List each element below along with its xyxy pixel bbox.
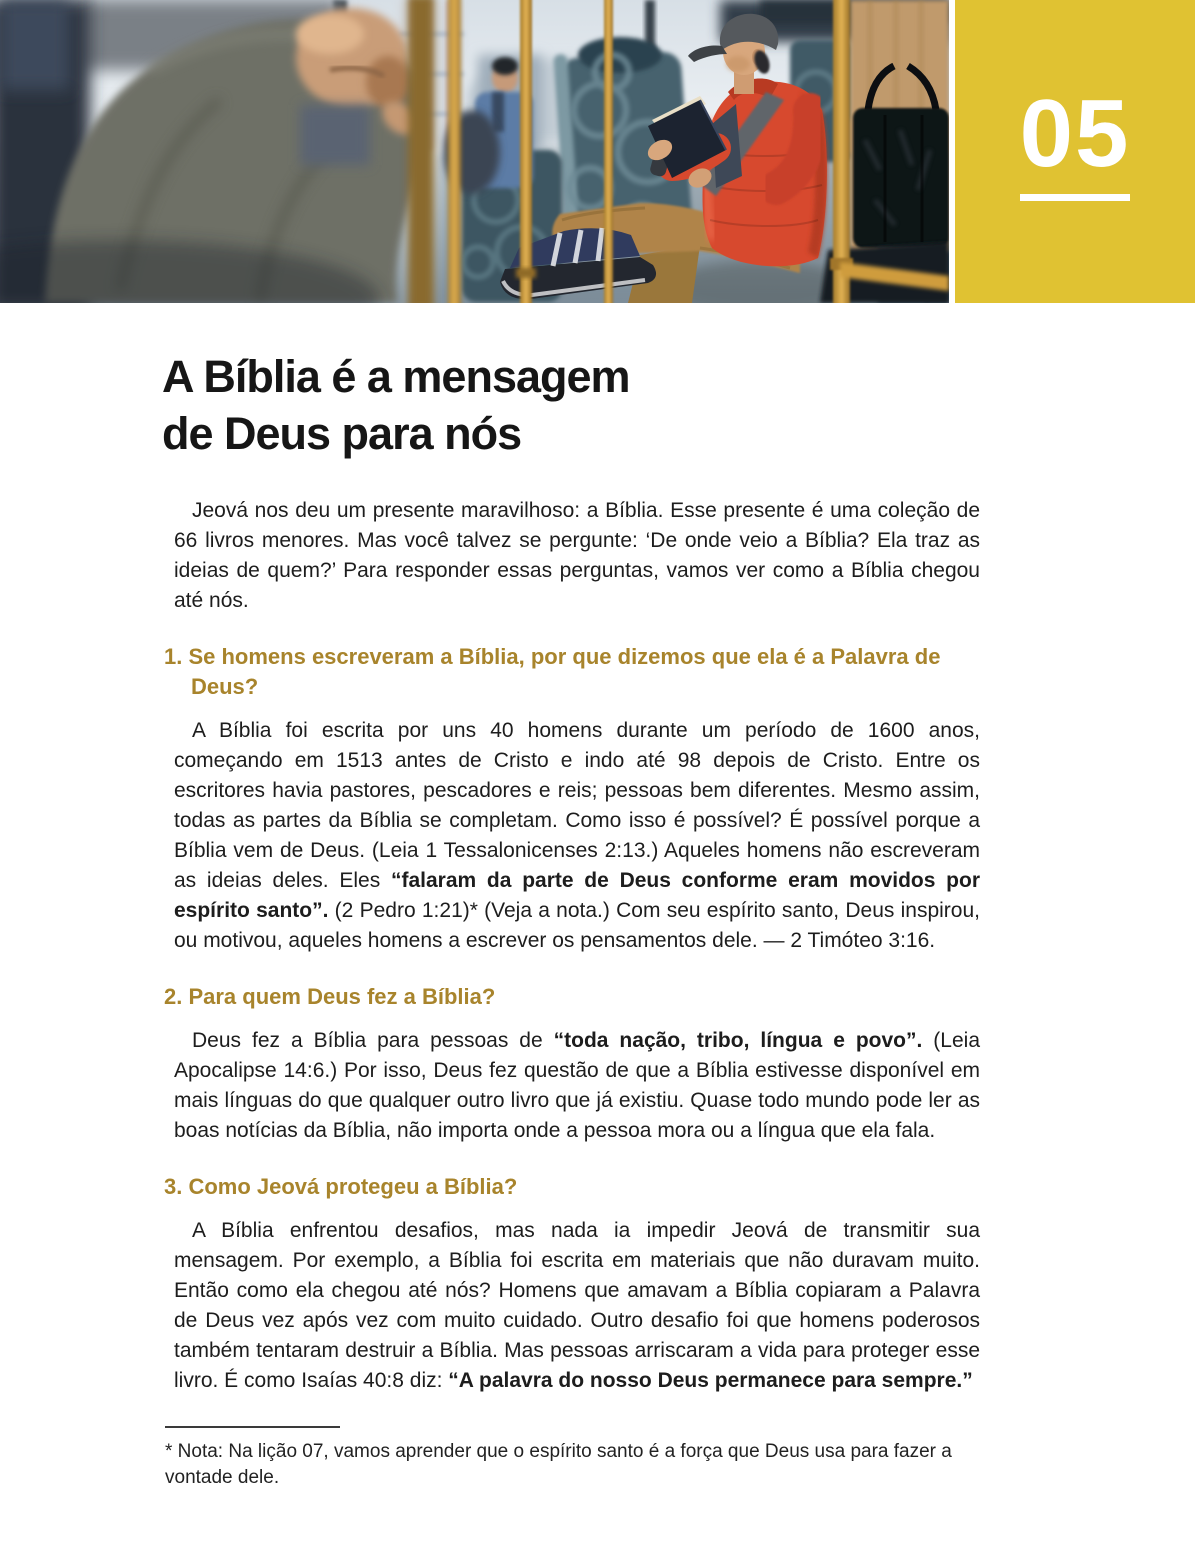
paragraph-1 bbox=[174, 716, 980, 956]
paragraph-2-lead: Deus fez a Bíblia para pessoas de bbox=[192, 1029, 554, 1053]
paragraph-3-lead: A Bíblia enfrentou desafios, mas nada ia impedir Jeová de transmitir sua mensagem. Por exemplo, a Bíblia foi escrita em materiais que não duravam muito. Então como ela chegou até nós? Homens que amavam a Bíblia copiaram a Palavra de Deus vez após vez com muito cuidado. Outro desafio foi que homens poderosos também tentaram destruir a Bíblia. Mas pessoas arriscaram a vida para proteger esse livro. É como Isaías 40:8 diz: bbox=[174, 1219, 980, 1393]
footnote bbox=[165, 1426, 975, 1491]
question-3: 3. Como Jeová protegeu a Bíblia? bbox=[164, 1174, 518, 1200]
footnote-text: * Nota: Na lição 07, vamos aprender que o espírito santo é a força que Deus usa para fazer a vontade dele. bbox=[165, 1441, 952, 1488]
paragraph-1-lead: A Bíblia foi escrita por uns 40 homens durante um período de 1600 anos, começando em 1513 antes de Cristo e indo até 98 depois de Cristo. Entre os escritores havia pastores, pescadores e reis; pessoas bem diferentes. Mesmo assim, todas as partes da Bíblia se completam. Como isso é possível? É possível porque a Bíblia vem de Deus. (Leia 1 Tessalonicenses 2:13.) Aqueles homens não escreveram as ideias deles. Eles bbox=[174, 719, 980, 893]
page-title bbox=[162, 349, 980, 462]
lesson-number-badge bbox=[955, 0, 1195, 303]
paragraph-2-rest: (Leia Apocalipse 14:6.) Por isso, Deus fez questão de que a Bíblia estivesse disponível em mais línguas do que qualquer outro livro que já existiu. Quase todo mundo pode ler as boas notícias da Bíblia, não importa onde a pessoa mora ou a língua que ela fala. bbox=[174, 1029, 981, 1143]
footnote-rule bbox=[165, 1426, 340, 1428]
bus-scene bbox=[0, 0, 949, 303]
paragraph-3 bbox=[174, 1216, 980, 1396]
hero bbox=[0, 0, 1200, 303]
hero-photo bbox=[0, 0, 949, 303]
intro-paragraph: Jeová nos deu um presente maravilhoso: a Bíblia. Esse presente é uma coleção de 66 livros menores. Mas você talvez se pergunte: ‘De onde veio a Bíblia? Ela traz as ideias de quem?’ Para responder essas perguntas, vamos ver como a Bíblia chegou até nós. bbox=[174, 499, 980, 613]
lesson-number: 05 bbox=[1019, 80, 1131, 187]
paragraph-2-scripture-quote: “toda nação, tribo, língua e povo”. bbox=[553, 1029, 923, 1053]
question-2: 2. Para quem Deus fez a Bíblia? bbox=[164, 984, 496, 1010]
paragraph-3-scripture-quote: “A palavra do nosso Deus permanece para sempre.” bbox=[448, 1369, 973, 1393]
foreground-passengers bbox=[0, 0, 426, 303]
lesson-number-underline bbox=[1020, 194, 1131, 201]
question-1: 1. Se homens escreveram a Bíblia, por que dizemos que ela é a Palavra de Deus? bbox=[164, 644, 941, 700]
paragraph-1-rest: (2 Pedro 1:21)* (Veja a nota.) Com seu espírito santo, Deus inspirou, ou motivou, aqueles homens a escrever os pensamentos dele. — 2 Timóteo 3:16. bbox=[174, 899, 980, 953]
paragraph-2 bbox=[174, 1026, 980, 1146]
paragraph-1-scripture-quote: “falaram da parte de Deus conforme eram movidos por espírito santo”. bbox=[174, 869, 980, 923]
title-line-2: de Deus para nós bbox=[162, 407, 522, 459]
title-line-1: A Bíblia é a mensagem bbox=[162, 351, 630, 402]
article bbox=[162, 349, 980, 1396]
